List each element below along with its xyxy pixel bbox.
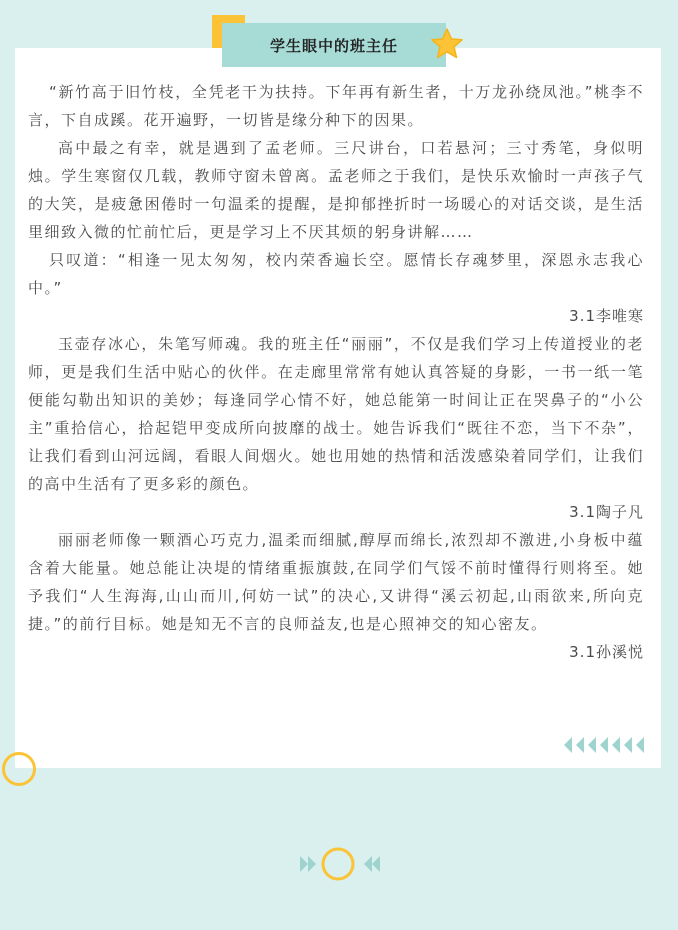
paragraph-4: 玉壶存冰心，朱笔写师魂。我的班主任“丽丽”，不仅是我们学习上传道授业的老师，更是我们生活中贴心的伙伴。在走廊里常常有她认真答疑的身影，一书一纸一笔便能勾勒出知识的美妙；每逢同学心情不好，她总能第一时间让正在哭鼻子的“小公主”重拾信心，拾起铠甲变成所向披靡的战士。她告诉我们“既往不恋，当下不杂”，让我们看到山河远阔，看眼人间烟火。她也用她的热情和活泼感染着同学们，让我们的高中生活有了更多彩的颜色。 [28,335,644,493]
signature-1: 3.1李唯寒 [569,307,644,325]
page-title: 学生眼中的班主任 [222,23,446,67]
paragraph-1: “新竹高于旧竹枝，全凭老干为扶持。下年再有新生者，十万龙孙绕凤池。”桃李不言，下自成蹊。花开遍野，一切皆是缘分种下的因果。 [28,83,644,129]
signature-2: 3.1陶子凡 [569,503,644,521]
paragraph-2: 高中最之有幸，就是遇到了孟老师。三尺讲台，口若悬河；三寸秀笔，身似明烛。学生寒窗仅几载，教师守窗未曾离。孟老师之于我们，是快乐欢愉时一声孩子气的大笑，是疲惫困倦时一句温柔的提醒，是抑郁挫折时一场暖心的对话交谈，是生活里细致入微的忙前忙后，更是学习上不厌其烦的躬身讲解…… [28,139,644,241]
paragraph-5: 丽丽老师像一颗酒心巧克力,温柔而细腻,醇厚而绵长,浓烈却不激进,小身板中蕴含着大能量。她总能让决堤的情绪重振旗鼓,在同学们气馁不前时懂得行则将至。她予我们“人生海海,山山而川,何妨一试”的决心,又讲得“溪云初起,山雨欲来,所向克捷。”的前行目标。她是知无不言的良师益友,也是心照神交的知心密友。 [28,531,644,633]
arrow-left-icon [564,736,648,754]
star-icon [430,27,464,61]
paragraph-3: 只叹道：“相逢一见太匆匆，校内荣香遍长空。愿情长存魂梦里，深恩永志我心中。” [28,251,644,297]
arrow-right-icon [298,846,382,882]
circle-icon [2,752,36,786]
article-body [28,78,644,666]
signature-3: 3.1孙溪悦 [569,643,644,661]
